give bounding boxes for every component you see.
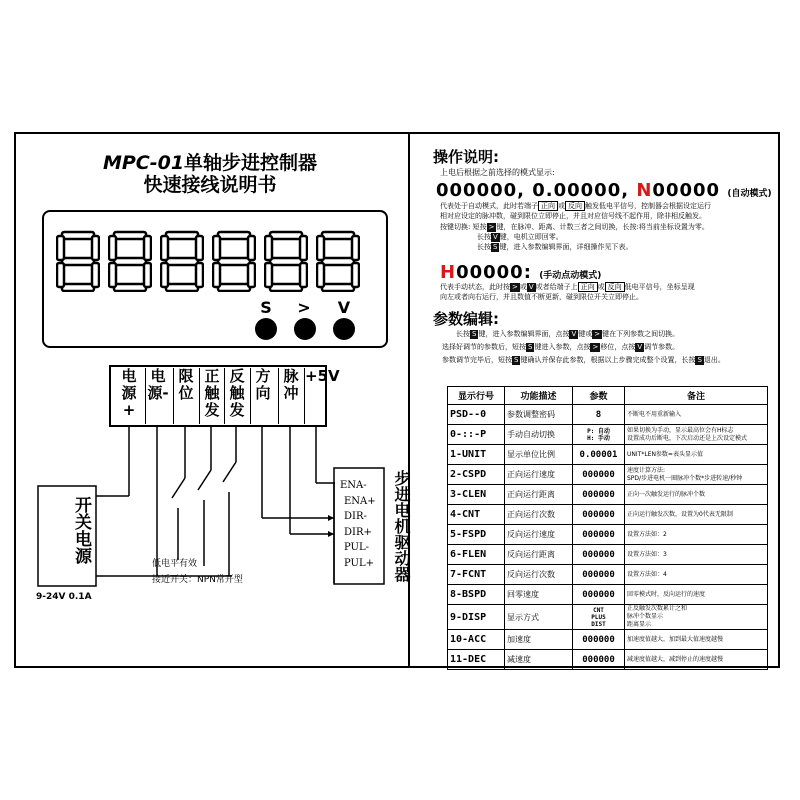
- cell-note: 设置方法如：3: [625, 545, 768, 565]
- cell-note: 加速度值越大，加到最大值速度越慢: [625, 630, 768, 650]
- params-1a: 长按: [456, 330, 470, 338]
- cell-note: 不断电不用重新输入: [625, 405, 768, 425]
- cell-code: 8-BSPD: [448, 585, 505, 605]
- key-shift-4: >: [592, 343, 599, 351]
- switch-3a: 长按: [477, 243, 491, 251]
- key-v-4: V: [637, 343, 643, 351]
- params-3c: 退出。: [703, 356, 725, 364]
- cell-note: 设置方法如：4: [625, 565, 768, 585]
- cell-note: 正向一次触发运行的脉冲个数: [625, 485, 768, 505]
- key-shift-2: >: [512, 283, 518, 291]
- terminal-7: +5V: [304, 368, 329, 424]
- title-line-2: 快速接线说明书: [143, 174, 277, 196]
- key-v-1: V: [493, 233, 498, 241]
- manual-or-2: 或: [597, 283, 605, 291]
- cell-value: 000000: [573, 545, 625, 565]
- auto-mode-description: [440, 201, 780, 252]
- table-row: [448, 605, 768, 630]
- table-row: [448, 505, 768, 525]
- terminal-6: 脉冲: [278, 368, 303, 424]
- manual-desc-2: 向左或者向右运行，并且数值不断更新，碰到限位开关立即停止。: [440, 293, 643, 301]
- cell-code: 11-DEC: [448, 650, 505, 670]
- params-3a: 参数调节完毕后，短按: [442, 356, 512, 364]
- key-v-2: V: [528, 283, 534, 291]
- driver-label: 步进电机驱动器: [392, 470, 411, 582]
- cell-func: 参数调整密码: [505, 405, 573, 425]
- input-note: [152, 556, 243, 588]
- cell-code: 10-ACC: [448, 630, 505, 650]
- header-parameter: 参数: [573, 387, 625, 405]
- auto-desc-2: 相对应设定的脉冲数，碰到限位立即停止，并且对应信号线不起作用，除非相反触发。: [440, 212, 706, 220]
- title-product: 单轴步进控制器: [184, 152, 318, 174]
- key-s-2: S: [472, 330, 477, 338]
- params-2d: 调节参数。: [644, 343, 680, 351]
- terminal-4: 反触发: [224, 368, 249, 424]
- auto-desc-1a: 代表处于自动模式，此时若端子: [440, 202, 538, 210]
- manual-mode-label: (手动点动模式): [539, 271, 602, 281]
- params-heading: 参数编辑:: [433, 310, 499, 328]
- model-name: MPC-01: [102, 152, 185, 174]
- power-supply-label: 开关电源: [71, 496, 91, 564]
- cell-code: 9-DISP: [448, 605, 505, 630]
- params-1d: 键在下列参数之间切换。: [602, 330, 680, 338]
- button-label-shift: >: [297, 298, 311, 317]
- cell-func: 反向运行距离: [505, 545, 573, 565]
- cell-note: 设置方法如：2: [625, 525, 768, 545]
- manual-mode-display: [440, 262, 601, 283]
- header-note: 备注: [625, 387, 768, 405]
- table-row: [448, 425, 768, 445]
- parameter-table: [447, 386, 768, 670]
- cell-func: 反向运行次数: [505, 565, 573, 585]
- table-row: [448, 465, 768, 485]
- cell-func: 反向运行速度: [505, 525, 573, 545]
- driver-pin: DIR-: [344, 511, 367, 522]
- terminal-1: 电源-: [145, 368, 170, 424]
- driver-pin: ENA-: [340, 480, 367, 491]
- button-label-v: V: [337, 298, 351, 317]
- cell-note: 正向运行触发次数，设置为0代表无限制: [625, 505, 768, 525]
- key-reverse-2: 反向: [605, 282, 625, 292]
- cell-value: 000000: [573, 565, 625, 585]
- switch-2b: 键，电机立即回零。: [499, 233, 563, 241]
- key-forward-2: 正向: [578, 282, 598, 292]
- terminal-0: 电源+: [121, 367, 137, 419]
- table-row: [448, 630, 768, 650]
- table-row: [448, 525, 768, 545]
- params-1c: 键或: [578, 330, 593, 338]
- key-s-1: S: [493, 243, 498, 251]
- cell-note: UNIT*LEN参数=表头显示值: [625, 445, 768, 465]
- button-label-s: S: [260, 298, 272, 317]
- key-s-4: S: [514, 356, 519, 364]
- cell-value: 000000: [573, 650, 625, 670]
- input-note-line-1: 低电平有效: [152, 559, 198, 569]
- cell-func: 正向运行距离: [505, 485, 573, 505]
- cell-value: 000000: [573, 485, 625, 505]
- cell-value: 000000: [573, 585, 625, 605]
- table-row: [448, 405, 768, 425]
- cell-func: 显示单位比例: [505, 445, 573, 465]
- table-row: [448, 445, 768, 465]
- params-2c: 移位，点按: [600, 343, 636, 351]
- cell-code: 1-UNIT: [448, 445, 505, 465]
- header-row-code: 显示行号: [448, 387, 505, 405]
- cell-code: 4-CNT: [448, 505, 505, 525]
- key-shift-3: >: [594, 330, 601, 338]
- input-note-line-2: 接近开关：NPN常开型: [152, 575, 243, 585]
- key-s-5: S: [697, 356, 702, 364]
- cell-func: 显示方式: [505, 605, 573, 630]
- auto-or: 或: [558, 202, 565, 210]
- driver-pin: DIR+: [344, 526, 372, 538]
- terminal-2: 限位: [173, 368, 198, 424]
- cell-note: 如果切换为手动，显示最高位会有H标志 设置成功后断电，下次启动还是上次设定模式: [625, 425, 768, 445]
- operation-heading: 操作说明:: [433, 148, 499, 166]
- cell-func: 正向运行次数: [505, 505, 573, 525]
- manual-mode-description: [440, 282, 780, 302]
- auto-mode-display: [436, 180, 772, 201]
- cell-code: 3-CLEN: [448, 485, 505, 505]
- cell-code: 7-FCNT: [448, 565, 505, 585]
- auto-mode-label: (自动模式): [727, 189, 772, 199]
- table-row: [448, 485, 768, 505]
- params-instructions: [442, 328, 782, 367]
- cell-code: PSD--0: [448, 405, 505, 425]
- switch-3b: 键，进入参数编辑界面，详细操作见下表。: [499, 243, 633, 251]
- driver-pin: ENA+: [344, 495, 376, 507]
- manual-desc-1b: 或者给端子上: [535, 283, 578, 291]
- table-header-row: [448, 387, 768, 405]
- manual-desc-1a: 代表手动状态，此时按: [440, 283, 510, 291]
- cell-value: CNT PLUS DIST: [573, 605, 625, 630]
- cell-func: 回零速度: [505, 585, 573, 605]
- terminal-5: 方向: [250, 368, 275, 424]
- cell-value: 000000: [573, 505, 625, 525]
- manual-desc-1c: 低电平信号，坐标呈现: [624, 283, 695, 291]
- cell-value: P: 自动 H: 手动: [573, 425, 625, 445]
- auto-mode-n: N: [636, 180, 653, 201]
- cell-value: 000000: [573, 525, 625, 545]
- params-3b: 键确认并保存此参数，根据以上步骤完成整个设置，长按: [520, 356, 696, 364]
- cell-func: 减速度: [505, 650, 573, 670]
- cell-value: 8: [573, 405, 625, 425]
- cell-code: 6-FLEN: [448, 545, 505, 565]
- cell-note: 减速度值越大，减到停止的速度越慢: [625, 650, 768, 670]
- operation-intro: 上电后根据之前选择的模式显示:: [440, 168, 555, 177]
- cell-func: 手动自动切换: [505, 425, 573, 445]
- switch-2a: 长按: [477, 233, 491, 241]
- cell-note: 速度计算方法: SPD/步进电机一圈脉冲个数*步进转速/秒钟: [625, 465, 768, 485]
- key-v-3: V: [571, 330, 577, 338]
- cell-code: 5-FSPD: [448, 525, 505, 545]
- cell-value: 000000: [573, 465, 625, 485]
- params-2a: 选择好调节的参数后，短按: [442, 343, 526, 351]
- switch-label: 按键切换:: [440, 223, 471, 231]
- cell-value: 000000: [573, 630, 625, 650]
- cell-func: 正向运行速度: [505, 465, 573, 485]
- cell-code: 2-CSPD: [448, 465, 505, 485]
- key-s-3: S: [528, 343, 533, 351]
- power-supply-spec: 9-24V 0.1A: [36, 592, 92, 602]
- cell-value: 0.00001: [573, 445, 625, 465]
- table-row: [448, 650, 768, 670]
- params-2b: 键进入参数，点按: [534, 343, 591, 351]
- key-reverse: 反向: [565, 201, 585, 211]
- table-row: [448, 585, 768, 605]
- header-function: 功能描述: [505, 387, 573, 405]
- table-row: [448, 565, 768, 585]
- cell-func: 加速度: [505, 630, 573, 650]
- driver-pin: PUL+: [344, 557, 374, 569]
- switch-1b: 键，在脉冲、距离、计数三者之间切换，长按:将当前坐标设置为零。: [496, 223, 709, 231]
- table-row: [448, 545, 768, 565]
- key-shift-1: >: [488, 223, 495, 231]
- params-1b: 键，进入参数编辑界面，点按: [478, 330, 570, 338]
- driver-pin: PUL-: [344, 542, 369, 553]
- auto-desc-1b: 触发低电平信号，控制器会根据设定运行: [585, 202, 711, 210]
- manual-or-1: 或: [519, 283, 527, 291]
- switch-1a: 短按: [472, 223, 487, 231]
- auto-mode-values: 000000, 0.00000,: [436, 180, 637, 201]
- manual-mode-rest: 00000:: [456, 262, 532, 283]
- cell-code: 0-::-P: [448, 425, 505, 445]
- key-forward: 正向: [538, 201, 558, 211]
- terminal-3: 正触发: [199, 368, 224, 424]
- auto-mode-n-rest: 00000: [652, 180, 721, 201]
- cell-note: 正反触发次数累计之和 脉冲个数显示 距离显示: [625, 605, 768, 630]
- manual-mode-h: H: [440, 262, 457, 283]
- cell-note: 回零模式时，反向运行的速度: [625, 585, 768, 605]
